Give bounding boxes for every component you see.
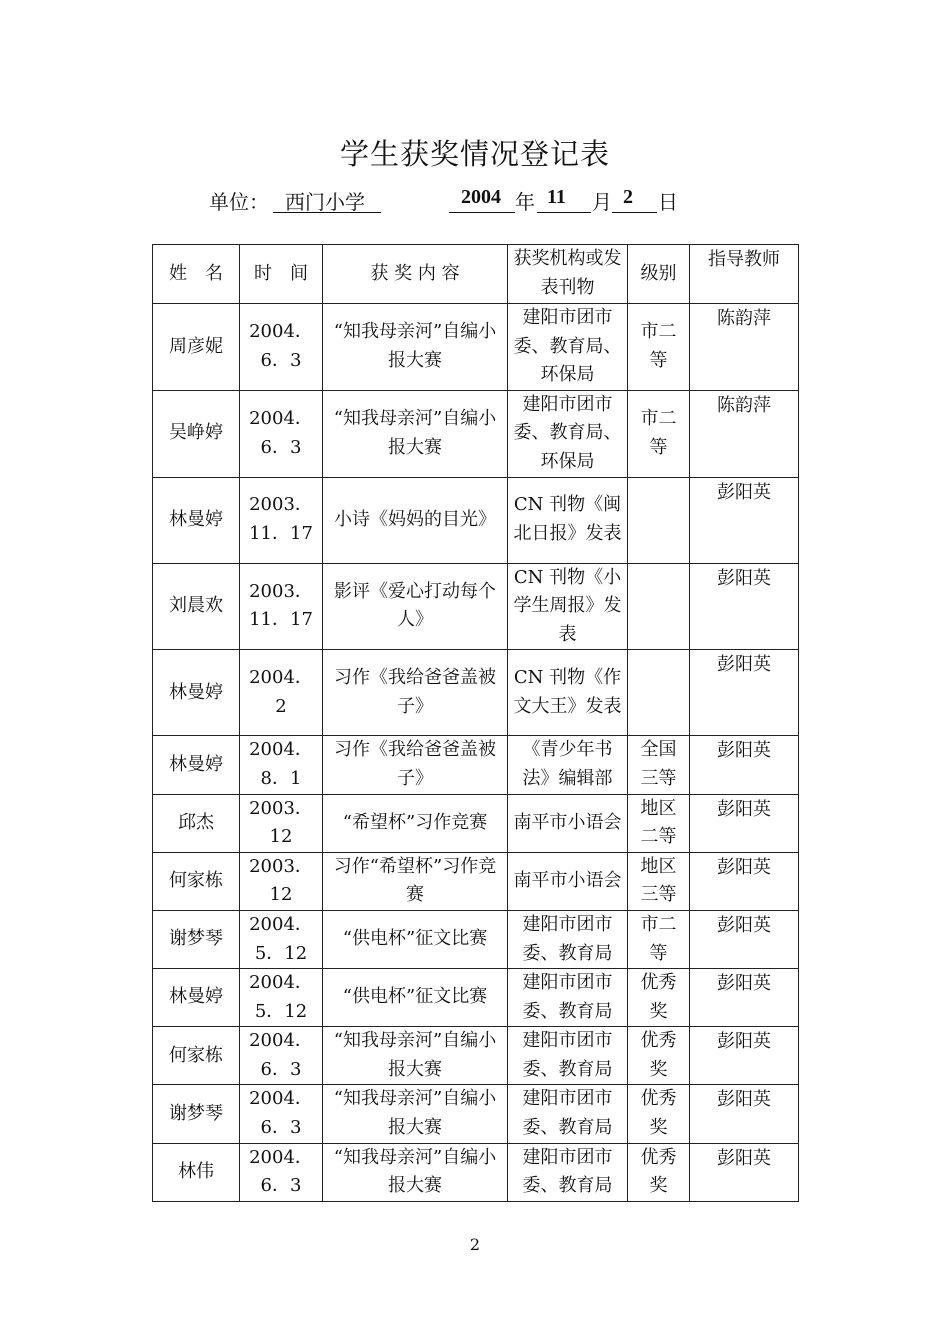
- cell-org: 建阳市团市委、教育局: [508, 910, 628, 968]
- cell-name: 谢梦琴: [153, 910, 240, 968]
- cell-org: 建阳市团市委、教育局: [508, 969, 628, 1027]
- cell-teacher: 彭阳英: [690, 736, 799, 794]
- cell-content: “知我母亲河”自编小报大赛: [323, 1143, 508, 1201]
- header-row: [153, 245, 799, 304]
- cell-teacher: 彭阳英: [690, 910, 799, 968]
- cell-level: 市二等: [628, 304, 690, 391]
- table-row: [153, 794, 799, 852]
- cell-time: 2004．2: [240, 650, 323, 736]
- day-underline: [612, 212, 657, 213]
- cell-content: “知我母亲河”自编小报大赛: [323, 1027, 508, 1085]
- cell-time: 2004．6．3: [240, 304, 323, 391]
- cell-level: 全国三等: [628, 736, 690, 794]
- cell-org: 建阳市团市委、教育局: [508, 1143, 628, 1201]
- table-row: [153, 563, 799, 650]
- day-value: 2: [623, 186, 633, 208]
- col-header-teacher: 指导教师: [690, 245, 799, 304]
- cell-level: 优秀奖: [628, 1085, 690, 1143]
- cell-time: 2003．12: [240, 794, 323, 852]
- unit-value: 西门小学: [285, 190, 365, 214]
- page-number: 2: [469, 1235, 481, 1254]
- cell-org: 南平市小语会: [508, 852, 628, 910]
- day-label: 日: [658, 190, 678, 214]
- month-underline: [537, 212, 591, 213]
- cell-time: 2004．5．12: [240, 969, 323, 1027]
- table-row: [153, 969, 799, 1027]
- col-header-org: 获奖机构或发表刊物: [508, 245, 628, 304]
- cell-content: “知我母亲河”自编小报大赛: [323, 304, 508, 391]
- cell-name: 何家栋: [153, 1027, 240, 1085]
- table-row: [153, 1143, 799, 1201]
- month-label: 月: [592, 190, 612, 214]
- table-row: [153, 736, 799, 794]
- cell-level: 市二等: [628, 390, 690, 477]
- cell-content: “希望杯”习作竞赛: [323, 794, 508, 852]
- cell-level: [628, 477, 690, 563]
- col-header-level: 级别: [628, 245, 690, 304]
- cell-level: 优秀奖: [628, 969, 690, 1027]
- col-header-content: 获 奖 内 容: [323, 245, 508, 304]
- cell-org: 建阳市团市委、教育局、环保局: [508, 390, 628, 477]
- month-value: 11: [547, 186, 566, 208]
- cell-content: “知我母亲河”自编小报大赛: [323, 1085, 508, 1143]
- cell-time: 2004．6．3: [240, 1085, 323, 1143]
- cell-time: 2004．5．12: [240, 910, 323, 968]
- cell-org: 南平市小语会: [508, 794, 628, 852]
- cell-org: 《青少年书法》编辑部: [508, 736, 628, 794]
- cell-org: CN 刊物《小学生周报》发表: [508, 563, 628, 650]
- cell-name: 林曼婷: [153, 736, 240, 794]
- cell-teacher: 彭阳英: [690, 1143, 799, 1201]
- cell-teacher: 彭阳英: [690, 1085, 799, 1143]
- cell-teacher: 彭阳英: [690, 650, 799, 736]
- cell-time: 2003．11．17: [240, 563, 323, 650]
- cell-org: 建阳市团市委、教育局: [508, 1085, 628, 1143]
- cell-time: 2004．6．3: [240, 390, 323, 477]
- table-row: [153, 1027, 799, 1085]
- cell-content: “知我母亲河”自编小报大赛: [323, 390, 508, 477]
- cell-org: CN 刊物《作文大王》发表: [508, 650, 628, 736]
- year-value: 2004: [461, 186, 501, 208]
- cell-teacher: 彭阳英: [690, 852, 799, 910]
- cell-content: 习作“希望杯”习作竞赛: [323, 852, 508, 910]
- cell-name: 林伟: [153, 1143, 240, 1201]
- cell-org: 建阳市团市委、教育局、环保局: [508, 304, 628, 391]
- cell-level: 地区三等: [628, 852, 690, 910]
- page-title: 学生获奖情况登记表: [339, 137, 610, 171]
- table-row: [153, 1085, 799, 1143]
- col-header-name: 姓 名: [153, 245, 240, 304]
- cell-name: 吴峥婷: [153, 390, 240, 477]
- table-row: [153, 304, 799, 391]
- table-row: [153, 390, 799, 477]
- cell-content: 习作《我给爸爸盖被子》: [323, 736, 508, 794]
- cell-level: 优秀奖: [628, 1027, 690, 1085]
- col-header-time: 时 间: [240, 245, 323, 304]
- cell-org: CN 刊物《闽北日报》发表: [508, 477, 628, 563]
- header-line: [209, 186, 809, 216]
- cell-name: 谢梦琴: [153, 1085, 240, 1143]
- cell-name: 林曼婷: [153, 969, 240, 1027]
- table-row: [153, 477, 799, 563]
- cell-content: 习作《我给爸爸盖被子》: [323, 650, 508, 736]
- year-underline: [449, 212, 515, 213]
- cell-time: 2003．12: [240, 852, 323, 910]
- cell-teacher: 彭阳英: [690, 1027, 799, 1085]
- cell-content: “供电杯”征文比赛: [323, 910, 508, 968]
- cell-content: 影评《爱心打动每个人》: [323, 563, 508, 650]
- cell-org: 建阳市团市委、教育局: [508, 1027, 628, 1085]
- cell-level: 优秀奖: [628, 1143, 690, 1201]
- year-label: 年: [515, 190, 535, 214]
- cell-teacher: 彭阳英: [690, 563, 799, 650]
- cell-name: 刘晨欢: [153, 563, 240, 650]
- cell-name: 何家栋: [153, 852, 240, 910]
- table-row: [153, 910, 799, 968]
- cell-name: 周彦妮: [153, 304, 240, 391]
- awards-table: [152, 244, 799, 1202]
- cell-teacher: 陈韵萍: [690, 304, 799, 391]
- cell-time: 2004．6．3: [240, 1027, 323, 1085]
- cell-level: [628, 563, 690, 650]
- cell-time: 2003．11．17: [240, 477, 323, 563]
- cell-name: 林曼婷: [153, 650, 240, 736]
- cell-content: “供电杯”征文比赛: [323, 969, 508, 1027]
- cell-teacher: 彭阳英: [690, 794, 799, 852]
- cell-content: 小诗《妈妈的目光》: [323, 477, 508, 563]
- cell-name: 林曼婷: [153, 477, 240, 563]
- cell-level: 市二等: [628, 910, 690, 968]
- cell-level: [628, 650, 690, 736]
- cell-time: 2004．6．3: [240, 1143, 323, 1201]
- cell-time: 2004．8．1: [240, 736, 323, 794]
- cell-teacher: 陈韵萍: [690, 390, 799, 477]
- cell-level: 地区二等: [628, 794, 690, 852]
- table-row: [153, 650, 799, 736]
- cell-name: 邱杰: [153, 794, 240, 852]
- cell-teacher: 彭阳英: [690, 969, 799, 1027]
- table-row: [153, 852, 799, 910]
- unit-label: 单位：: [209, 190, 269, 214]
- cell-teacher: 彭阳英: [690, 477, 799, 563]
